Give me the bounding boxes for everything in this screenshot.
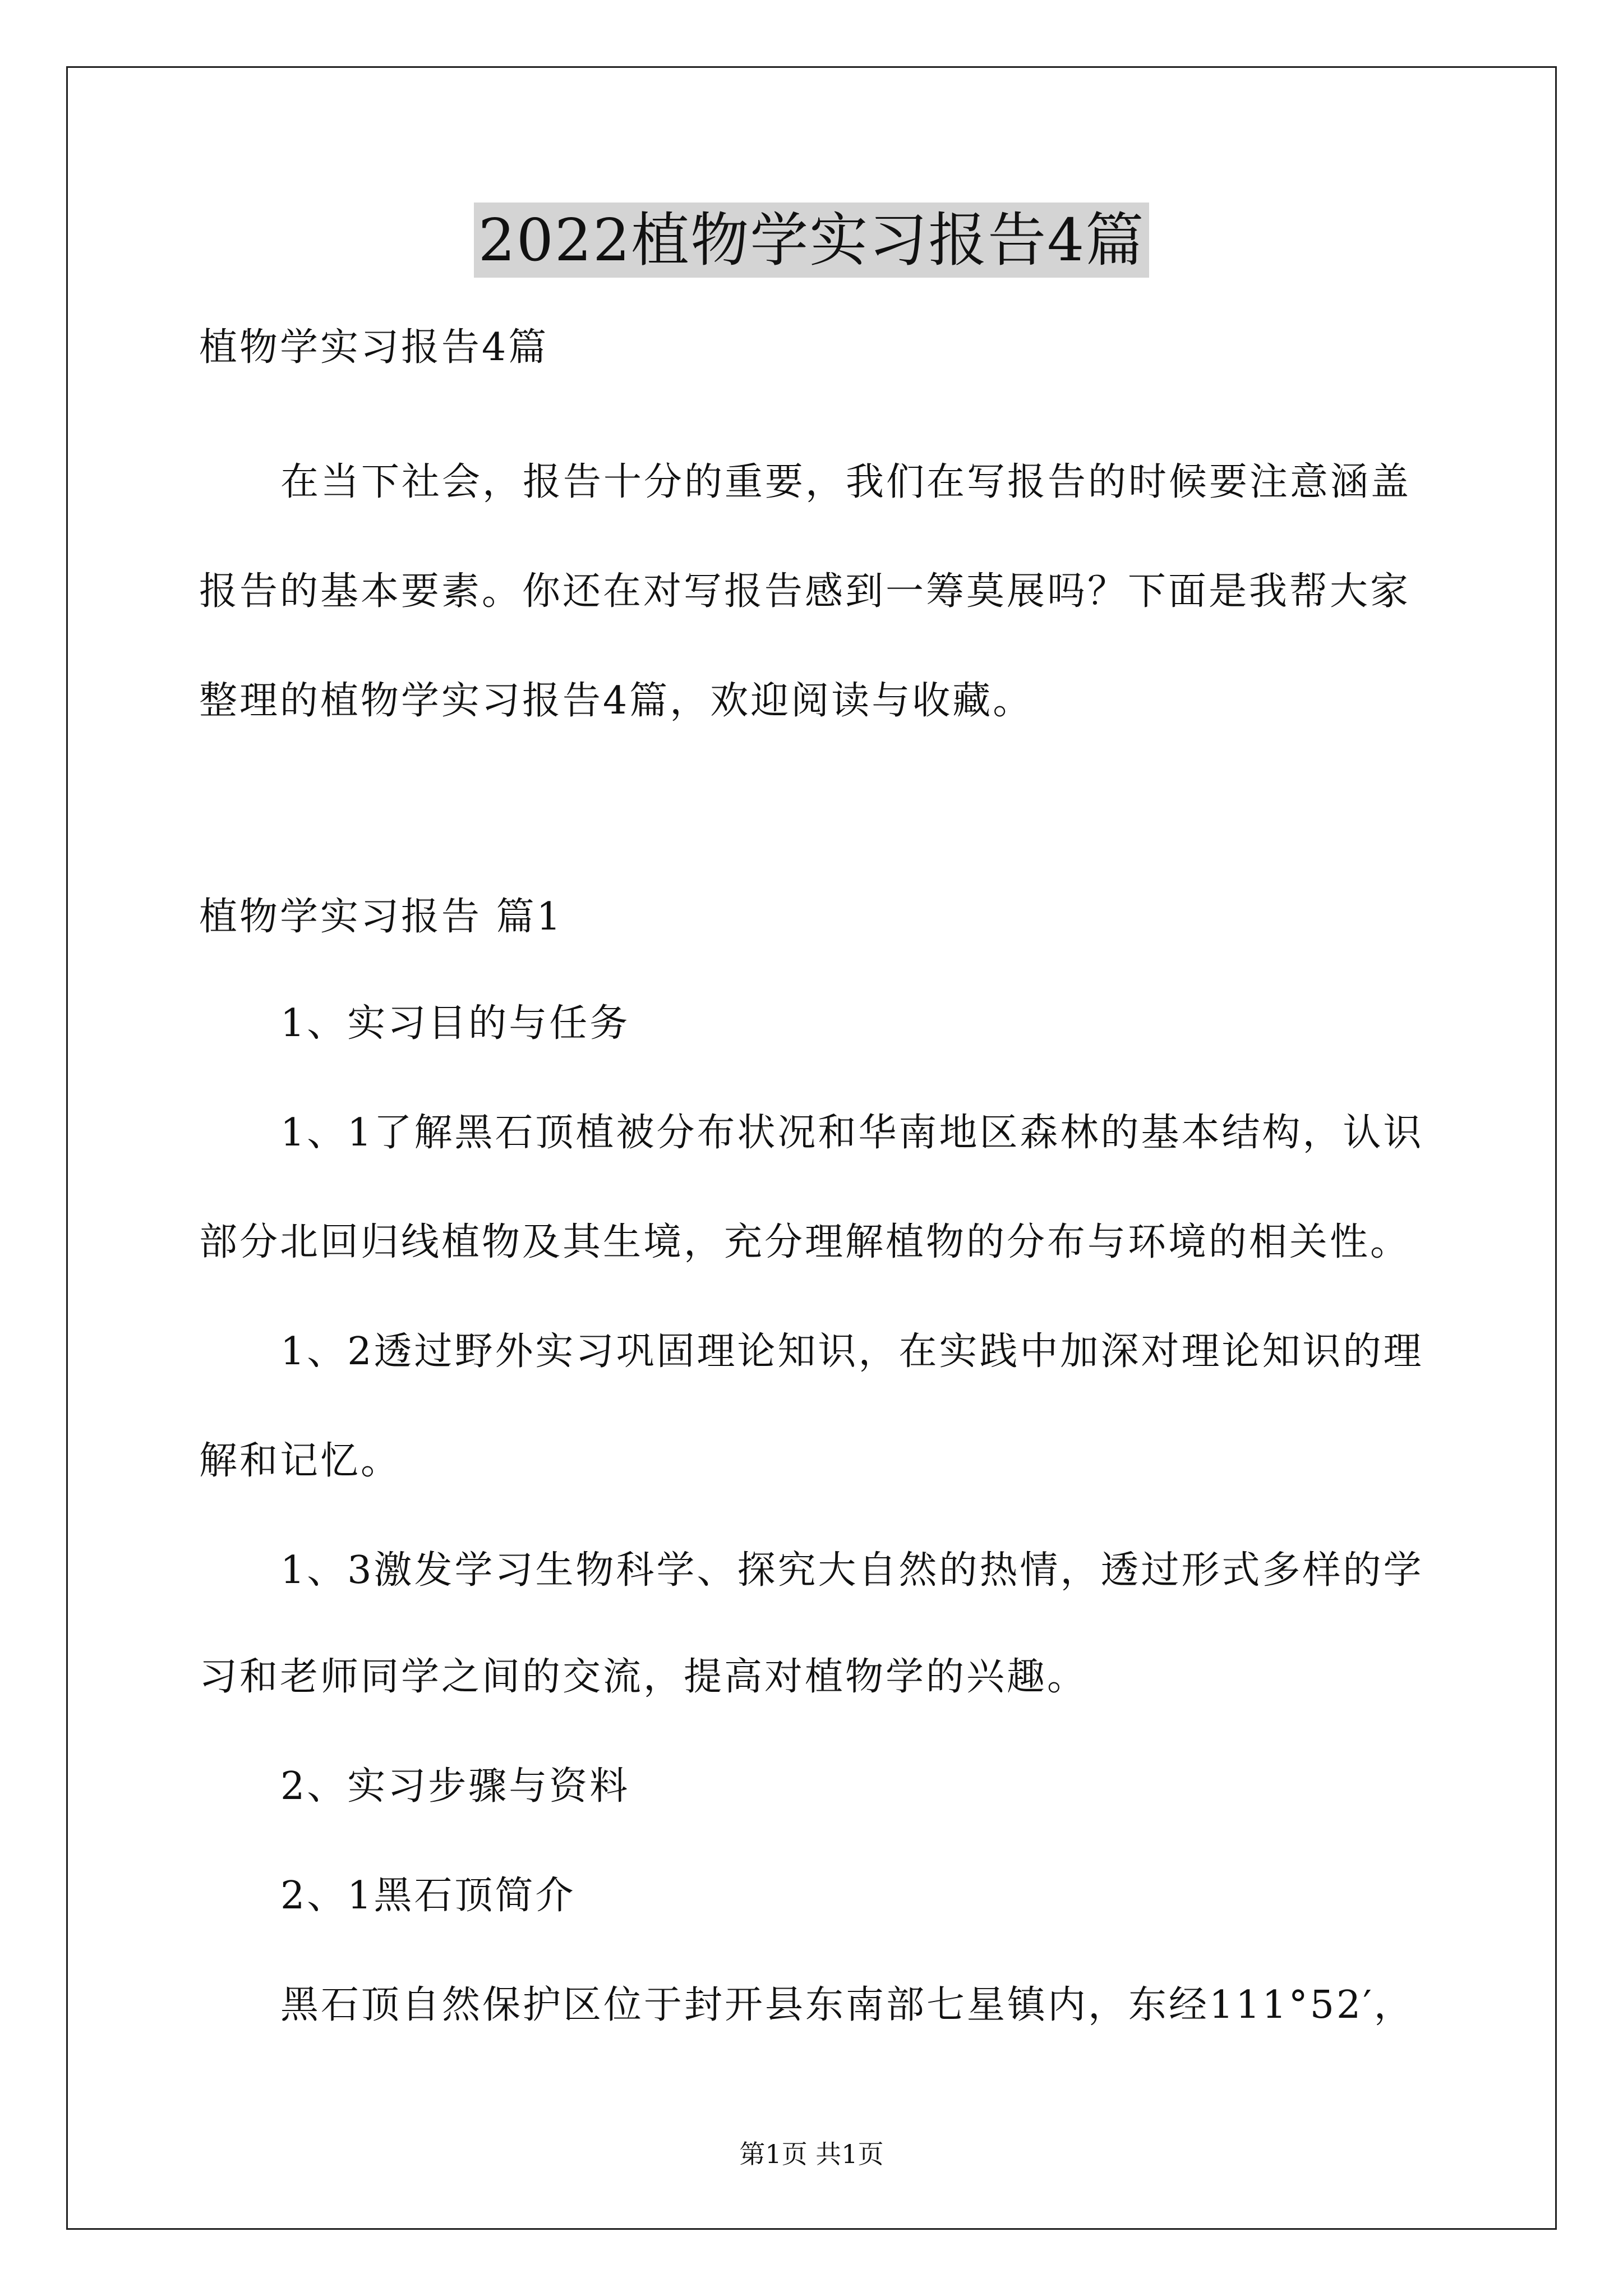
paragraph-line: 黑石顶自然保护区位于封开县东南部七星镇内，东经111°52′，	[280, 1983, 1414, 2027]
title-text: 2022植物学实习报告4篇	[474, 203, 1150, 278]
paragraph-line: 1、1了解黑石顶植被分布状况和华南地区森林的基本结构，认识	[280, 1111, 1424, 1155]
page-footer: 第1页 共1页	[739, 2139, 884, 2169]
paragraph-line: 1、3激发学习生物科学、探究大自然的热情，透过形式多样的学	[280, 1548, 1424, 1593]
paragraph-line: 1、2透过野外实习巩固理论知识，在实践中加深对理论知识的理	[280, 1329, 1424, 1374]
paragraph-line: 习和老师同学之间的交流，提高对植物学的兴趣。	[199, 1655, 1088, 1699]
paragraph-line: 解和记忆。	[199, 1439, 402, 1483]
intro-heading: 植物学实习报告4篇	[199, 325, 549, 370]
paragraph-line: 报告的基本要素。你还在对写报告感到一筹莫展吗？下面是我帮大家	[199, 569, 1411, 614]
paragraph-line: 在当下社会，报告十分的重要，我们在写报告的时候要注意涵盖	[280, 460, 1412, 504]
subsection-heading: 2、实习步骤与资料	[280, 1764, 630, 1809]
section-heading: 植物学实习报告 篇1	[199, 895, 563, 939]
paragraph-line: 整理的植物学实习报告4篇，欢迎阅读与收藏。	[199, 679, 1034, 723]
subsection-heading: 2、1黑石顶简介	[280, 1874, 576, 1918]
document-title	[0, 202, 1623, 278]
subsection-heading: 1、实习目的与任务	[280, 1001, 630, 1046]
paragraph-line: 部分北回归线植物及其生境，充分理解植物的分布与环境的相关性。	[199, 1220, 1411, 1264]
